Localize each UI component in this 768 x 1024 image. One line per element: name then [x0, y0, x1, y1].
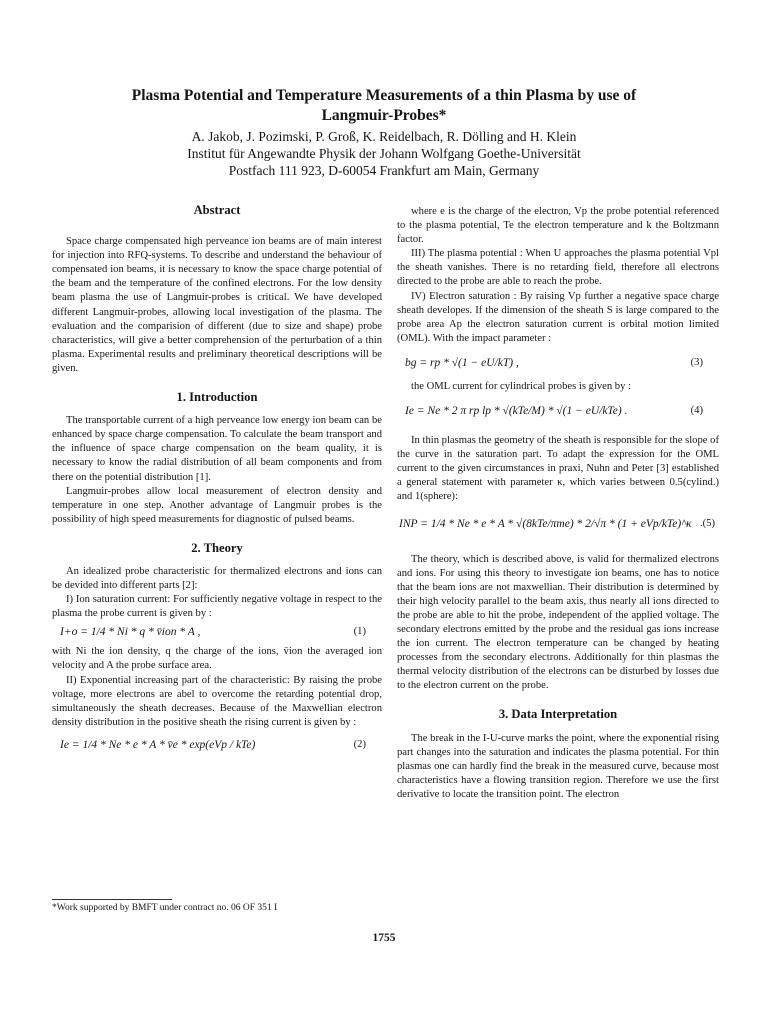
abstract-heading: Abstract: [193, 203, 241, 217]
right-paragraph-4: the OML current for cylindrical probes is given by :: [411, 380, 631, 392]
abstract-text: Space charge compensated high perveance ion beams are of main interest for injection into RFQ-systems. To describe and understand the behaviour of compensated ion beams, it is necessary to know the space charge potential of the beam and the temperature of the confined electrons. For the low density beam plasma the use of Langmuir-probes is critical. We have developed different Langmuir-probes, allowing local investigation of the plasma. The evaluation and the comparision of different (due to size and shape) probe characteristics, will give a better comprehension of the perturbation of a thin plasma. Experimental results and preliminary theoretical descriptions will be given.: [52, 236, 382, 374]
right-paragraph-2: III) The plasma potential : When U approaches the plasma potential Vpl the sheath vanishes. There is no retarding field, therefore all electrons directed to the probe are able to reach the probe.: [397, 248, 719, 288]
left-column: [52, 203, 382, 760]
theory-paragraph-3: with Ni the ion density, q the charge of the ions, v̄ion the averaged ion velocity and A the probe surface area.: [52, 646, 382, 672]
equation-5: [397, 505, 719, 545]
footnote: *Work supported by BMFT under contract no. 06 OF 351 I: [52, 903, 278, 913]
equation-5-number: .(5): [699, 517, 715, 529]
authors: A. Jakob, J. Pozimski, P. Groß, K. Reidelbach, R. Dölling and H. Klein: [191, 129, 577, 144]
equation-3-body: bg = rp * √(1 − eU/kT) ,: [405, 356, 519, 369]
equation-1-body: I+o = 1/4 * Ni * q * v̄ion * A ,: [60, 626, 201, 639]
equation-1-number: (1): [353, 626, 366, 638]
equation-2: [52, 730, 382, 760]
paper-title-line1: Plasma Potential and Temperature Measurements of a thin Plasma by use of: [131, 87, 637, 104]
equation-4-body: Ie = Ne * 2 π rp lp * √(kTe/M) * √(1 − eU/kTe) .: [405, 405, 628, 418]
right-paragraph-3: IV) Electron saturation : By raising Vp further a negative space charge sheath developes. If the dimension of the sheath S is large compared to the probe area Ap the electron saturation current is orbital motion limited (OML). With the impact parameter :: [397, 290, 719, 344]
paper-title-line2: Langmuir-Probes*: [321, 107, 447, 124]
page-number: 1755: [372, 932, 396, 944]
equation-1: [52, 621, 382, 645]
institution: Institut für Angewandte Physik der Johann Wolfgang Goethe-Universität: [187, 146, 581, 161]
right-paragraph-6: The theory, which is described above, is valid for thermalized electrons and ions. For using this theory to investigate ion beams, one has to notice that the beam ions are not maxwellian. Their distribution is determined by their high velocity parallel to the beam axis, thus nearly all ions directed to the probe are able to hit the probe, independent of the applied voltage. The secondary electrons emitted by the probe and the residual gas ions increase the ion current. The electron temperature can be changed by heating processes from the secondary electrons. Additionally for thin plasmas the thermal velocity distribution of the electrons can be disturbed by losses due to the electron current on the probe.: [397, 553, 719, 692]
intro-paragraph-1: The transportable current of a high perveance low energy ion beam can be enhanced by space charge compensation. To calculate the beam transport and the influence of space charge compensation on the beam quality, it is necessary to know the radial distribution of all beam components and from there on the potential distribution [1].: [52, 415, 382, 483]
address: Postfach 111 923, D-60054 Frankfurt am Main, Germany: [228, 163, 540, 178]
right-paragraph-1: where e is the charge of the electron, Vp the probe potential referenced to the plasma potential, Te the electron temperature and k the Boltzmann factor.: [397, 206, 719, 246]
footnote-rule: [52, 899, 172, 900]
equation-2-body: Ie = 1/4 * Ne * e * A * v̄e * exp(eVp / kTe): [60, 738, 256, 751]
data-interpretation-heading: 3. Data Interpretation: [498, 707, 618, 722]
equation-3: [397, 346, 719, 380]
equation-2-number: (2): [353, 738, 366, 750]
theory-paragraph-2: I) Ion saturation current: For sufficiently negative voltage in respect to the plasma the probe current is given by :: [52, 594, 382, 620]
right-paragraph-7: The break in the I-U-curve marks the point, where the exponential rising part changes into the saturation and indicates the plasma potential. For thin plasmas one can hardly find the break in the measured curve, because most characteristics have a flowing transition region. Therefore we use the first derivative to locate the transition point. The electron: [397, 732, 719, 800]
intro-paragraph-2: Langmuir-probes allow local measurement of electron density and temperature in one step. Another advantage of Langmuir probes is the possibility of high speed measurements for diagnostic of pulsed beams.: [52, 485, 382, 525]
right-paragraph-5: In thin plasmas the geometry of the sheath is responsible for the slope of the curve in the saturation part. To adapt the expression for the OML current to the given circumstances in praxi, Nuhn and Peter [3] established a general statement with parameter κ, which varies between 0.5(cylind.) and 1(sphere):: [397, 435, 719, 503]
introduction-heading: 1. Introduction: [176, 390, 258, 405]
equation-3-number: (3): [690, 356, 703, 368]
theory-heading: 2. Theory: [191, 540, 243, 555]
theory-paragraph-1: An idealized probe characteristic for thermalized electrons and ions can be devided into different parts [2]:: [52, 565, 382, 592]
theory-paragraph-4: II) Exponential increasing part of the characteristic: By raising the probe voltage, more electrons are abel to overcome the retarding potential drop, simultaneously the sheath decreases. Because of the Maxwellian electron density distribution in the positive sheath the rising current is given by :: [52, 674, 382, 728]
equation-4-number: (4): [690, 405, 703, 417]
equation-5-body: INP = 1/4 * Ne * e * A * √(8kTe/πme) * 2/√π * (1 + eVp/kTe)^κ: [399, 517, 692, 530]
equation-4: [397, 394, 719, 428]
right-column: [397, 205, 719, 802]
